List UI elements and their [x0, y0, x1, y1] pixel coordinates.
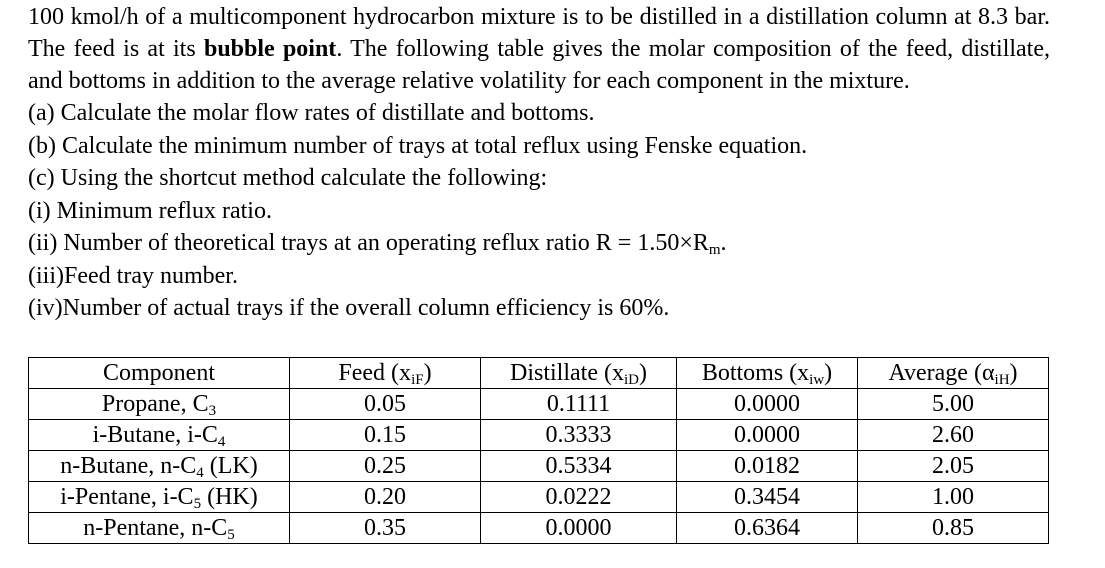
distillate-cell: 0.0222 [481, 482, 677, 513]
distillate-cell: 0.1111 [481, 389, 677, 420]
header-distillate-subscript: iD [623, 372, 639, 388]
header-distillate-label: Distillate (x [510, 360, 624, 386]
question-parts [28, 97, 1105, 325]
intro-bold-term: bubble point [203, 36, 337, 62]
part-b [28, 130, 1105, 163]
alpha-cell: 1.00 [858, 482, 1049, 513]
component-subscript: 5 [193, 496, 202, 512]
table-header-row [29, 358, 1049, 389]
feed-cell: 0.25 [290, 451, 481, 482]
problem-statement [28, 0, 1050, 97]
feed-cell: 0.05 [290, 389, 481, 420]
part-c-ii-text: Number of theoretical trays at an operating reflux ratio R = 1.50×R [63, 230, 709, 256]
header-average-label: Average (α [888, 360, 995, 386]
header-average-close: ) [1009, 360, 1018, 386]
feed-cell: 0.15 [290, 420, 481, 451]
table-row [29, 420, 1049, 451]
header-component-label: Component [103, 360, 215, 386]
header-feed-label: Feed (x [338, 360, 412, 386]
part-c-ii-tag: (ii) [28, 230, 58, 256]
component-cell [29, 389, 290, 420]
header-feed-close: ) [423, 360, 432, 386]
component-suffix: (LK) [203, 453, 258, 479]
intro-text-start: 100 kmol/h of a multicomponent hydrocarbon mixture is to be distilled in a distillation column at 8.3 bar. The feed is at its [28, 4, 1050, 62]
component-cell [29, 420, 290, 451]
header-bottoms-subscript: iw [809, 372, 825, 388]
component-name: i-Pentane, i-C [60, 484, 194, 510]
table-row [29, 513, 1049, 544]
part-c-i [28, 195, 1105, 228]
feed-cell: 0.20 [290, 482, 481, 513]
intro-text-end: . The following table gives the molar composition of the feed, distillate, and bottoms in addition to the average relative volatility for each component in the mixture. [28, 36, 1050, 94]
component-subscript: 5 [227, 527, 235, 543]
component-cell [29, 513, 290, 544]
part-c-iv-text: Number of actual trays if the overall column efficiency is 60%. [62, 295, 670, 321]
part-c-text: Using the shortcut method calculate the following: [60, 165, 548, 191]
alpha-cell: 5.00 [858, 389, 1049, 420]
part-c-iv-tag: (iv) [28, 295, 63, 321]
component-cell [29, 451, 290, 482]
header-bottoms-label: Bottoms (x [701, 360, 810, 386]
bottoms-cell: 0.0182 [677, 451, 858, 482]
component-subscript: 4 [196, 465, 204, 481]
bottoms-cell: 0.3454 [677, 482, 858, 513]
component-cell [29, 482, 290, 513]
header-distillate-close: ) [638, 360, 647, 386]
composition-table [28, 357, 1049, 544]
part-b-text: Calculate the minimum number of trays at total reflux using Fenske equation. [61, 132, 808, 159]
part-a-tag: (a) [28, 100, 55, 126]
header-distillate [481, 358, 677, 389]
distillate-cell: 0.0000 [481, 513, 677, 544]
header-feed-subscript: iF [411, 372, 424, 388]
part-a-text: Calculate the molar flow rates of distillate and bottoms. [60, 100, 595, 126]
alpha-cell: 2.60 [858, 420, 1049, 451]
part-c-ii-end: . [720, 230, 727, 256]
part-c-iii [28, 260, 1105, 293]
table-row [29, 482, 1049, 513]
part-b-tag: (b) [28, 132, 56, 159]
component-name: i-Butane, i-C [92, 422, 218, 448]
component-name: Propane, C [101, 391, 209, 417]
header-average-subscript: iH [994, 372, 1010, 388]
bottoms-cell: 0.0000 [677, 420, 858, 451]
part-c-ii [28, 227, 1105, 260]
component-subscript: 3 [208, 403, 217, 419]
header-average [858, 358, 1049, 389]
part-a [28, 97, 1105, 130]
component-name: n-Butane, n-C [60, 453, 197, 479]
part-c-iv [28, 292, 1105, 325]
table-row [29, 389, 1049, 420]
component-subscript: 4 [217, 434, 226, 450]
part-c-iii-tag: (iii) [28, 262, 64, 289]
header-component [29, 358, 290, 389]
header-bottoms-close: ) [824, 360, 833, 386]
part-c [28, 162, 1105, 195]
distillate-cell: 0.3333 [481, 420, 677, 451]
part-c-i-text: Minimum reflux ratio. [56, 197, 272, 224]
component-suffix: (HK) [201, 484, 258, 510]
alpha-cell: 0.85 [858, 513, 1049, 544]
distillate-cell: 0.5334 [481, 451, 677, 482]
part-c-tag: (c) [28, 165, 55, 191]
part-c-iii-text: Feed tray number. [64, 262, 238, 289]
bottoms-cell: 0.0000 [677, 389, 858, 420]
header-feed [290, 358, 481, 389]
alpha-cell: 2.05 [858, 451, 1049, 482]
table-row [29, 451, 1049, 482]
part-c-i-tag: (i) [28, 197, 51, 224]
component-name: n-Pentane, n-C [83, 515, 228, 541]
header-bottoms [677, 358, 858, 389]
part-c-ii-subscript: m [708, 242, 721, 258]
feed-cell: 0.35 [290, 513, 481, 544]
bottoms-cell: 0.6364 [677, 513, 858, 544]
